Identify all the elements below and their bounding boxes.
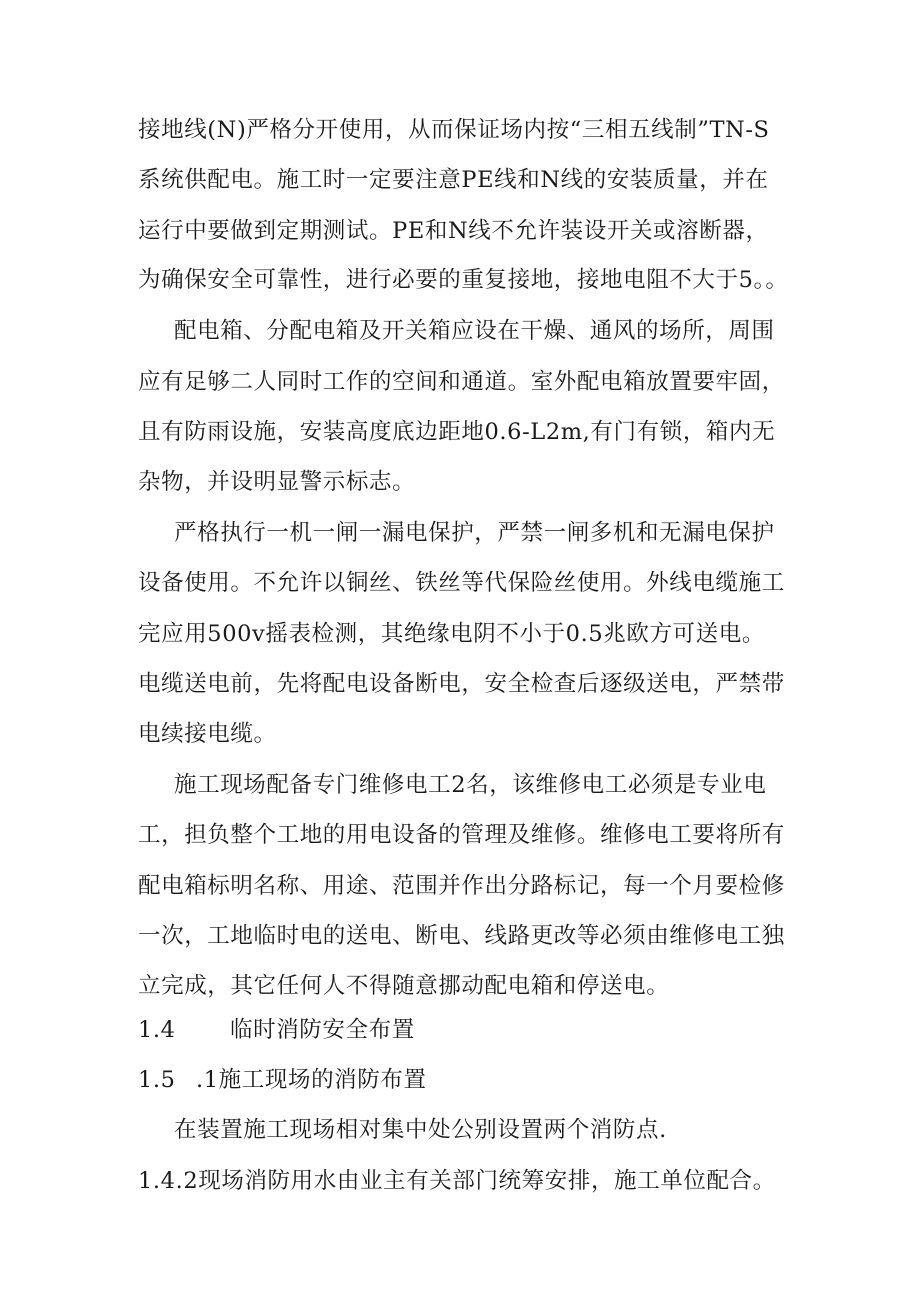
section-heading-1-5: [138, 1065, 427, 1095]
paragraph-3-line-1: 严格执行一机一闸一漏电保护，严禁一闸多机和无漏电保护: [174, 520, 775, 546]
paragraph-3-line-4: 电缆送电前，先将配电设备断电，安全检查后逐级送电，严禁带: [138, 671, 785, 697]
paragraph-4-line-3: 配电箱标明名称、用途、范围并作出分路标记，每一个月要检修: [138, 873, 785, 899]
paragraph-2-line-4: 杂物，并设明显警示标志。: [138, 469, 416, 495]
section-title: .1施工现场的消防布置: [196, 1067, 427, 1093]
paragraph-4-line-2: 工，担负整个工地的用电设备的管理及维修。维修电工要将所有: [138, 822, 785, 848]
fire-points-paragraph: 在装置施工现场相对集中处公别设置两个消防点.: [174, 1117, 667, 1143]
paragraph-3-line-2: 设备使用。不允许以铜丝、铁丝等代保险丝使用。外线电缆施工: [138, 570, 785, 596]
paragraph-1-line-2: 系统供配电。施工时一定要注意PE线和N线的安装质量，并在: [138, 167, 769, 193]
paragraph-1-line-1: 接地线(N)严格分开使用，从而保证场内按“三相五线制”TN-S: [138, 117, 770, 143]
section-title: 临时消防安全布置: [230, 1017, 415, 1043]
paragraph-2-line-3: 且有防雨设施，安装高度底边距地0.6-L2m,有门有锁，箱内无: [138, 419, 776, 445]
section-number: 1.4: [138, 1017, 176, 1043]
paragraph-2-line-2: 应有足够二人同时工作的空间和通道。室外配电箱放置要牢固，: [138, 369, 785, 395]
section-heading-1-4: [138, 1015, 415, 1045]
paragraph-4-line-5: 立完成，其它任何人不得随意挪动配电箱和停送电。: [138, 973, 670, 999]
paragraph-1-line-4: 为确保安全可靠性，进行必要的重复接地，接地电阻不大于5。。: [138, 267, 789, 293]
paragraph-3-line-5: 电续接电缆。: [138, 721, 277, 747]
paragraph-2-line-1: 配电箱、分配电箱及开关箱应设在干燥、通风的场所，周围: [174, 318, 775, 344]
fire-water-paragraph: 1.4.2现场消防用水由业主有关部门统筹安排，施工单位配合。: [138, 1168, 776, 1194]
section-number: 1.5: [138, 1067, 176, 1093]
paragraph-3-line-3: 完应用500v摇表检测，其绝缘电阴不小于0.5兆欧方可送电。: [138, 621, 765, 647]
paragraph-1-line-3: 运行中要做到定期测试。PE和N线不允许装设开关或溶断器，: [138, 218, 769, 244]
paragraph-4-line-4: 一次，工地临时电的送电、断电、线路更改等必须由维修电工独: [138, 923, 785, 949]
paragraph-4-line-1: 施工现场配备专门维修电工2名，该维修电工必须是专业电: [174, 772, 767, 798]
